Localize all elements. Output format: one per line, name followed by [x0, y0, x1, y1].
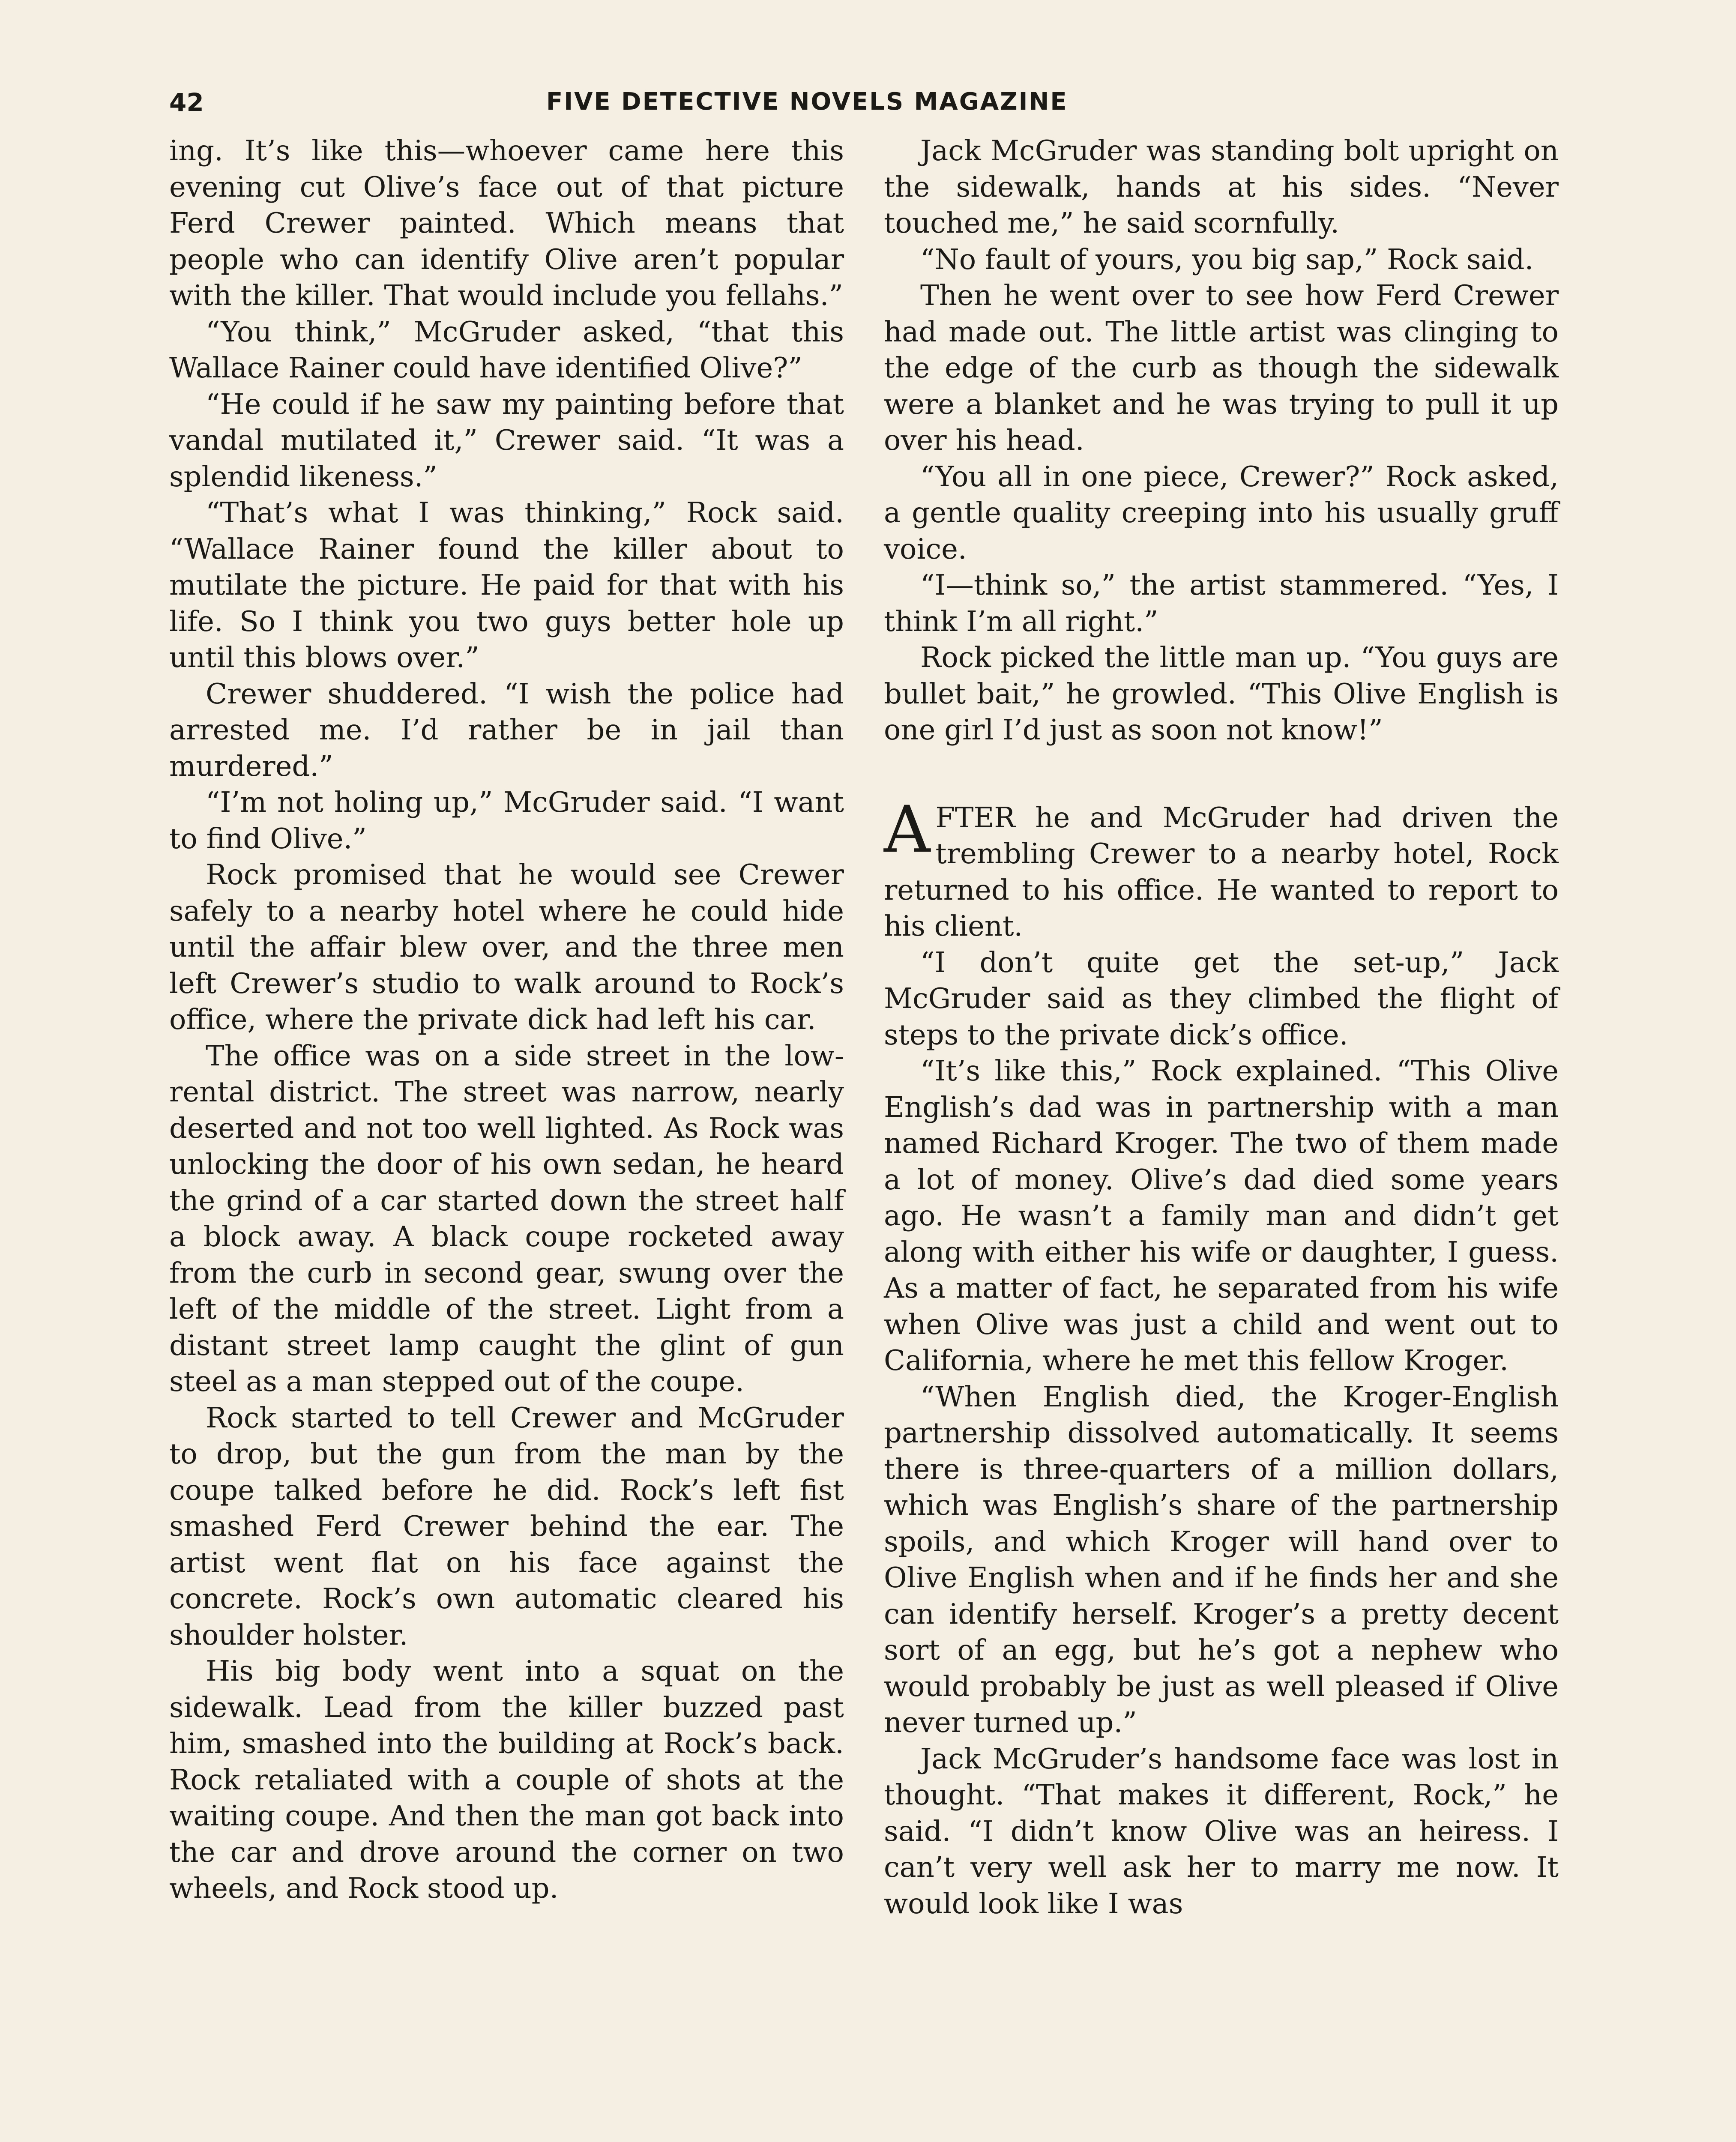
paragraph: Jack McGruder was standing bolt upright on the sidewalk, hands at his sides. “Never touched me,” he said scornfully.	[884, 135, 1559, 239]
paragraph: “When English died, the Kroger-English partnership dissolved automatically. It seems there is three-quarters of a million dollars, which was English’s share of the partnership spoils, and which Kroger will hand over to Olive English when and if he finds her and she can identify herself. Kroger’s a pretty decent sort of an egg, but he’s got a nephew who would probably be just as well pleased if Olive never turned up.”	[884, 1380, 1559, 1739]
paragraph: The office was on a side street in the low-rental district. The street was narrow, nearly deserted and not too well lighted. As Rock was unlocking the door of his own sedan, he heard the grind of a car started down the street half a block away. A black coupe rocketed away from the curb in second gear, swung over the left of the middle of the street. Light from a distant street lamp caught the glint of gun steel as a man stepped out of the coupe.	[169, 1039, 844, 1398]
page-number: 42	[169, 88, 204, 117]
paragraph: “You all in one piece, Crewer?” Rock asked, a gentle quality creeping into his usually gruff voice.	[884, 460, 1559, 565]
section-opening-paragraph	[884, 792, 1559, 945]
paragraph: Rock picked the little man up. “You guys are bullet bait,” he growled. “This Olive English is one girl I’d just as soon not know!”	[884, 641, 1559, 746]
paragraph: “It’s like this,” Rock explained. “This Olive English’s dad was in partnership with a man named Richard Kroger. The two of them made a lot of money. Olive’s dad died some years ago. He wasn’t a family man and didn’t get along with either his wife or daughter, I guess. As a matter of fact, he separated from his wife when Olive was just a child and went out to California, where he met this fellow Kroger.	[884, 1055, 1559, 1377]
paragraph: ing. It’s like this—whoever came here this evening cut Olive’s face out of that picture Ferd Crewer painted. Which means that people who can identify Olive aren’t popular with the killer. That would include you fellahs.”	[169, 135, 844, 312]
paragraph: Then he went over to see how Ferd Crewer had made out. The little artist was clinging to the edge of the curb as though the sidewalk were a blanket and he was trying to pull it up over his head.	[884, 279, 1559, 457]
paragraph: “He could if he saw my painting before that vandal mutilated it,” Crewer said. “It was a splendid likeness.”	[169, 388, 844, 493]
paragraph: “That’s what I was thinking,” Rock said. “Wallace Rainer found the killer about to mutilate the picture. He paid for that with his life. So I think you two guys better hole up until this blows over.”	[169, 497, 844, 674]
right-column	[884, 133, 1559, 1922]
paragraph: “I don’t quite get the set-up,” Jack McGruder said as they climbed the flight of steps to the private dick’s office.	[884, 946, 1559, 1051]
paragraph: “No fault of yours, you big sap,” Rock said.	[920, 243, 1534, 276]
paragraph: Rock promised that he would see Crewer safely to a nearby hotel where he could hide until the affair blew over, and the three men left Crewer’s studio to walk around to Rock’s office, where the private dick had left his car.	[169, 859, 844, 1036]
paragraph: Rock started to tell Crewer and McGruder to drop, but the gun from the man by the coupe talked before he did. Rock’s left fist smashed Ferd Crewer behind the ear. The artist went flat on his face against the concrete. Rock’s own automatic cleared his shoulder holster.	[169, 1401, 844, 1651]
paragraph: “I’m not holing up,” McGruder said. “I want to find Olive.”	[169, 786, 844, 855]
paragraph: His big body went into a squat on the sidewalk. Lead from the killer buzzed past him, smashed into the building at Rock’s back. Rock retaliated with a couple of shots at the waiting coupe. And then the man got back into the car and drove around the corner on two wheels, and Rock stood up.	[169, 1655, 844, 1905]
drop-cap: A	[884, 792, 931, 867]
section-opening-text: FTER he and McGruder had driven the trembling Crewer to a nearby hotel, Rock returned to his office. He wanted to report to his client.	[884, 801, 1559, 942]
paragraph: Jack McGruder’s handsome face was lost in thought. “That makes it different, Rock,” he said. “I didn’t know Olive was an heiress. I can’t very well ask her to marry me now. It would look like I was	[884, 1742, 1559, 1920]
running-head: FIVE DETECTIVE NOVELS MAGAZINE	[546, 88, 1068, 116]
page-header	[169, 88, 1567, 126]
paragraph: “I—think so,” the artist stammered. “Yes, I think I’m all right.”	[884, 569, 1559, 638]
paragraph: “You think,” McGruder asked, “that this Wallace Rainer could have identified Olive?”	[169, 315, 844, 384]
paragraph: Crewer shuddered. “I wish the police had arrested me. I’d rather be in jail than murdered.”	[169, 677, 844, 783]
left-column	[169, 133, 844, 1907]
